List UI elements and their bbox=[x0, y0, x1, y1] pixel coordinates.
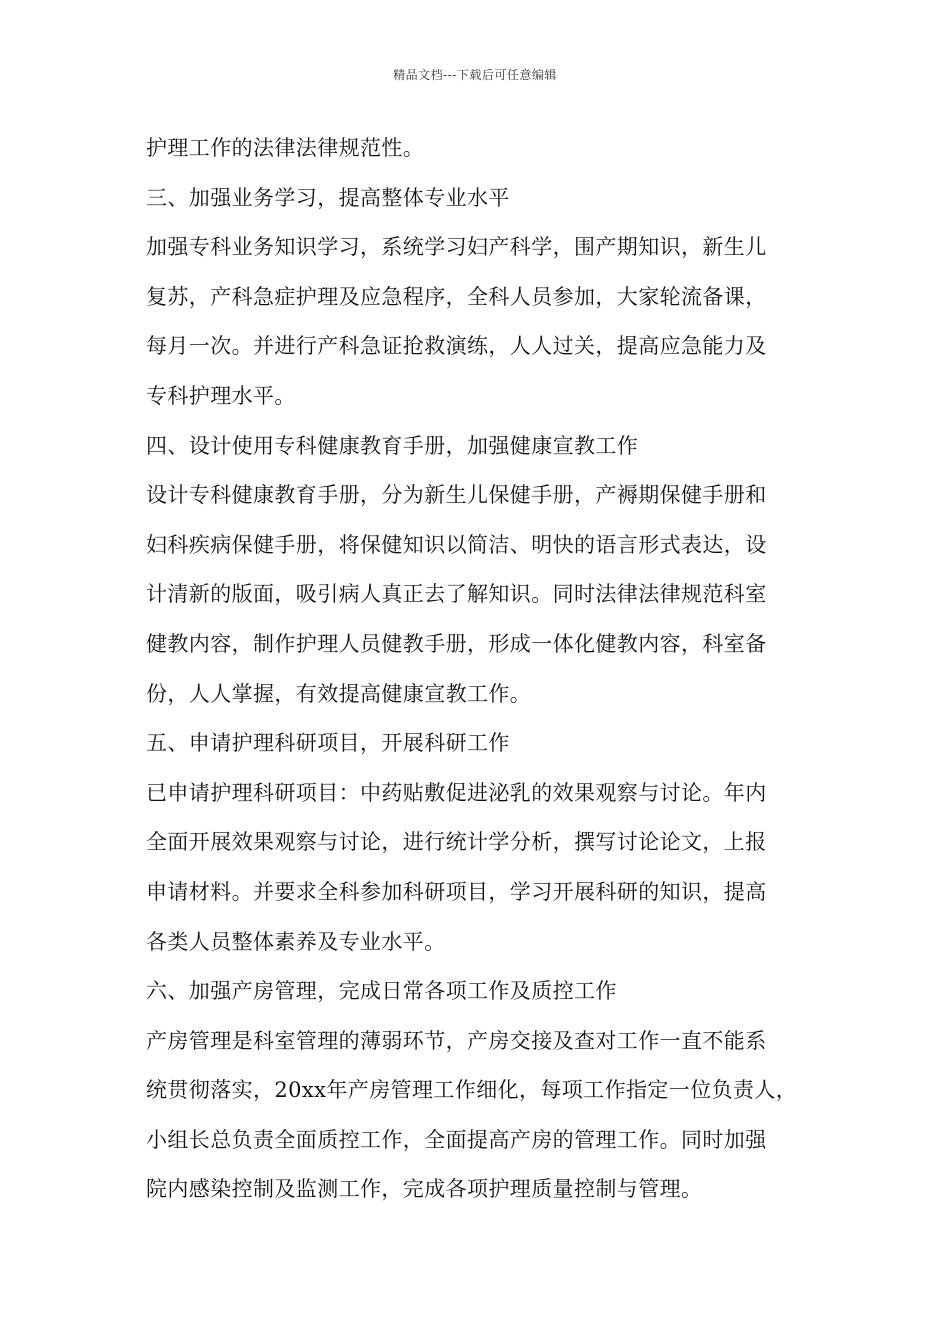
text-line: 复苏，产科急症护理及应急程序，全科人员参加，大家轮流备课， bbox=[146, 284, 767, 309]
text-line: 计清新的版面，吸引病人真正去了解知识。同时法律法律规范科室 bbox=[146, 582, 767, 607]
text-line: 产房管理是科室管理的薄弱环节，产房交接及查对工作一直不能系 bbox=[146, 1028, 767, 1053]
text-line: 设计专科健康教育手册，分为新生儿保健手册，产褥期保健手册和 bbox=[146, 483, 767, 508]
text-line: 院内感染控制及监测工作，完成各项护理质量控制与管理。 bbox=[146, 1177, 703, 1202]
page-header: 精品文档---下载后可任意编辑 bbox=[393, 68, 557, 82]
section-heading-3: 三、加强业务学习，提高整体专业水平 bbox=[146, 185, 510, 210]
text-line: 已申请护理科研项目：中药贴敷促进泌乳的效果观察与讨论。年内 bbox=[146, 780, 767, 805]
section-heading-6: 六、加强产房管理，完成日常各项工作及质控工作 bbox=[146, 979, 617, 1004]
text-line: 专科护理水平。 bbox=[146, 383, 296, 408]
text-line: 健教内容，制作护理人员健教手册，形成一体化健教内容，科室备 bbox=[146, 631, 767, 656]
section-heading-5: 五、申请护理科研项目，开展科研工作 bbox=[146, 731, 510, 756]
text-line: 全面开展效果观察与讨论，进行统计学分析，撰写讨论论文，上报 bbox=[146, 830, 767, 855]
text-line: 小组长总负责全面质控工作，全面提高产房的管理工作。同时加强 bbox=[146, 1127, 767, 1152]
text-line: 护理工作的法律法律规范性。 bbox=[146, 136, 425, 160]
text-line: 各类人员整体素养及专业水平。 bbox=[146, 929, 446, 954]
text-line: 妇科疾病保健手册，将保健知识以简洁、明快的语言形式表达，设 bbox=[146, 532, 767, 557]
text-line: 每月一次。并进行产科急证抢救演练，人人过关，提高应急能力及 bbox=[146, 334, 767, 359]
document-body bbox=[146, 124, 826, 1215]
text-line: 申请材料。并要求全科参加科研项目，学习开展科研的知识，提高 bbox=[146, 879, 767, 904]
text-line: 统贯彻落实，20xx年产房管理工作细化，每项工作指定一位负责人， bbox=[146, 1078, 798, 1103]
section-heading-4: 四、设计使用专科健康教育手册，加强健康宣教工作 bbox=[146, 433, 639, 458]
text-line: 加强专科业务知识学习，系统学习妇产科学，围产期知识，新生儿 bbox=[146, 235, 767, 260]
text-line: 份，人人掌握，有效提高健康宣教工作。 bbox=[146, 681, 532, 706]
